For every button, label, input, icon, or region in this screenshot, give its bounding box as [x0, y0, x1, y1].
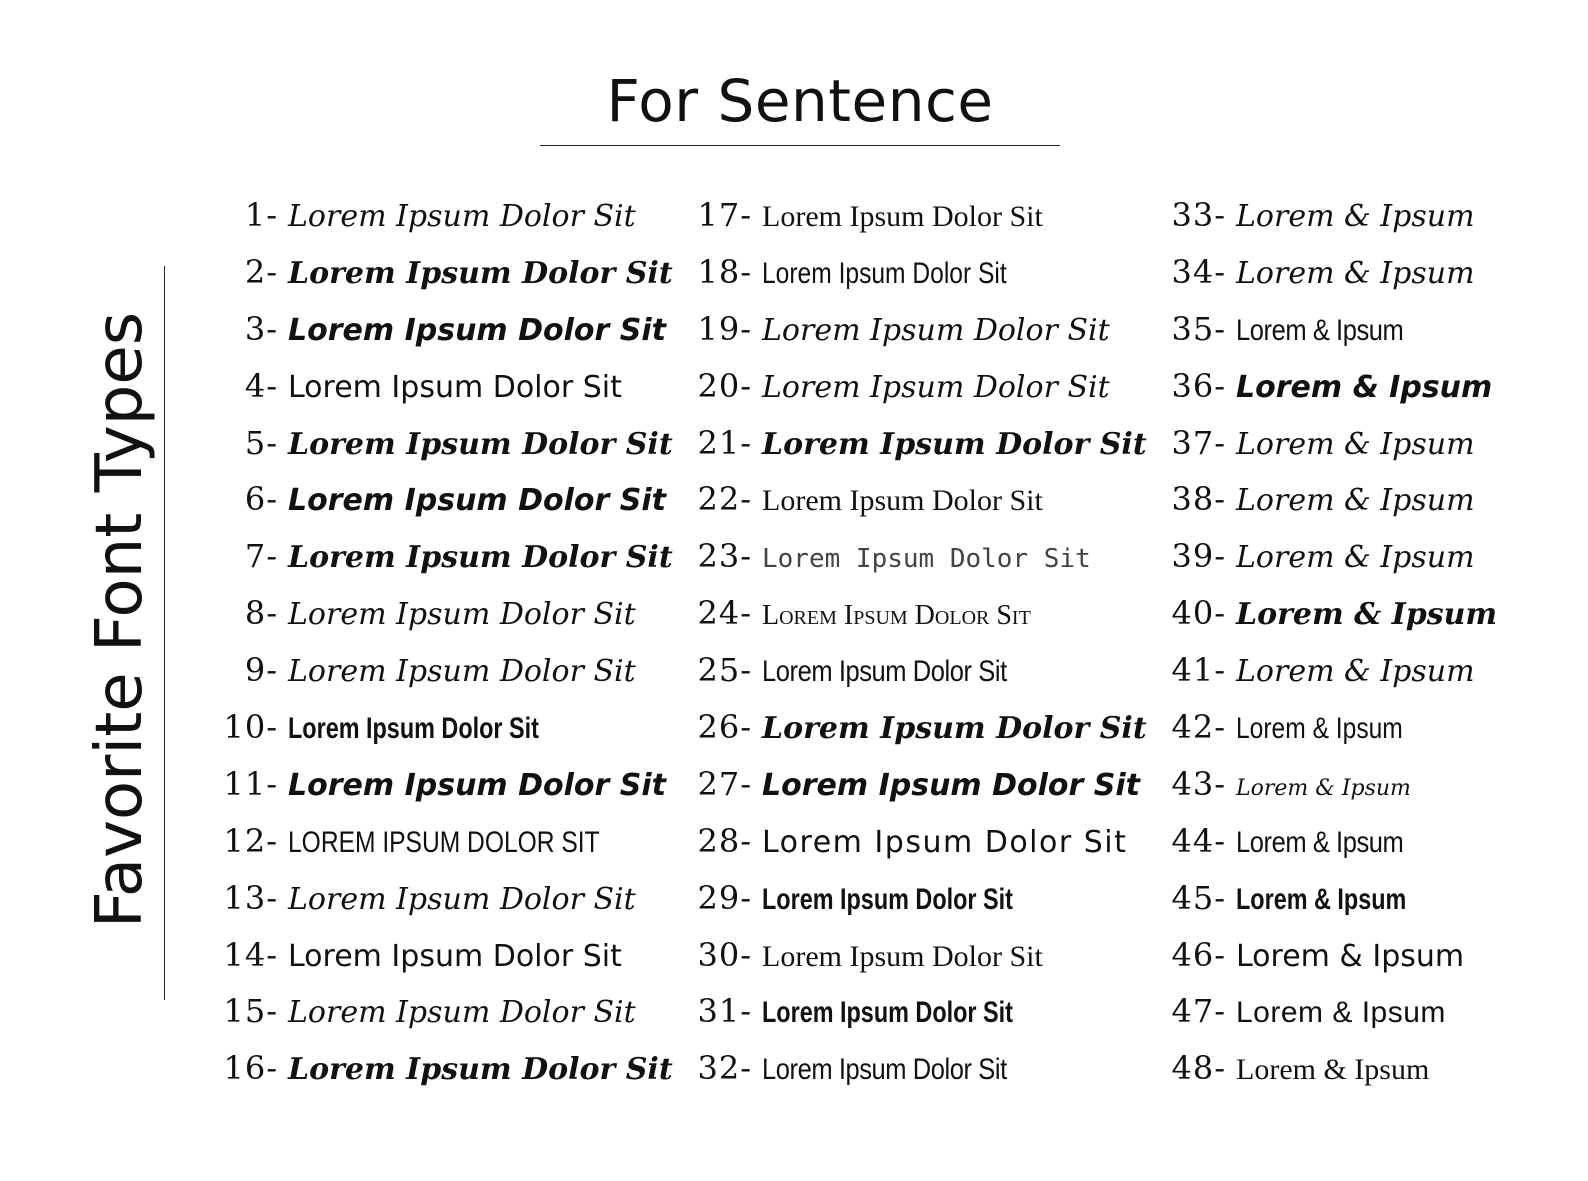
sample-text: Lorem Ipsum Dolor Sit — [762, 996, 1013, 1030]
sample-number: 32- — [697, 1049, 752, 1088]
sample-text: Lorem & Ipsum — [1236, 426, 1475, 462]
sample-text: Lorem & Ipsum — [1236, 996, 1446, 1030]
font-sample-row — [686, 537, 1126, 594]
font-sample-row — [686, 1049, 1126, 1106]
font-sample-row — [212, 252, 673, 310]
sample-number: 18- — [697, 252, 752, 291]
sample-number: 41- — [1171, 651, 1226, 690]
font-column-2 — [686, 196, 1147, 1106]
font-sample-row — [1160, 537, 1560, 594]
sample-text: Lorem & Ipsum — [1236, 825, 1404, 859]
font-sample-row — [686, 253, 1126, 310]
font-sample-row — [212, 764, 667, 822]
font-sample-row — [1160, 765, 1560, 822]
font-sample-row — [212, 594, 652, 651]
font-sample-row — [686, 367, 1126, 424]
font-sample-row — [1160, 196, 1560, 253]
sample-number: 35- — [1171, 309, 1226, 348]
sample-number: 48- — [1171, 1049, 1226, 1088]
sample-number: 15- — [223, 992, 278, 1031]
sample-text: Lorem Ipsum Dolor Sit — [288, 995, 636, 1031]
sample-text: Lorem & Ipsum — [1236, 199, 1475, 234]
sample-text: Lorem Ipsum Dolor Sit — [762, 544, 1091, 575]
font-sample-row — [1160, 992, 1560, 1049]
sample-number: 30- — [697, 935, 752, 974]
sample-number: 39- — [1171, 537, 1226, 576]
sample-number: 33- — [1171, 196, 1226, 234]
font-sample-row — [212, 196, 652, 253]
sample-text: Lorem Ipsum Dolor Sit — [762, 882, 1013, 916]
sample-text: Lorem Ipsum Dolor Sit — [762, 767, 1141, 803]
sample-number: 44- — [1171, 821, 1226, 860]
font-sample-row — [686, 879, 1126, 936]
font-sample-row — [212, 822, 652, 879]
sample-number: 22- — [697, 480, 752, 519]
font-sample-row — [1160, 651, 1560, 708]
font-sample-row — [686, 992, 1126, 1049]
font-sample-row — [686, 480, 1126, 537]
sample-text: Lorem Ipsum Dolor Sit — [762, 1053, 1007, 1087]
sample-text: Lorem & Ipsum — [1236, 775, 1411, 801]
sample-number: 45- — [1171, 878, 1226, 917]
sample-text: Lorem Ipsum Dolor Sit — [288, 1052, 673, 1088]
sample-text: Lorem Ipsum Dolor Sit — [762, 484, 1043, 518]
font-sample-row — [212, 708, 652, 765]
font-sample-row — [1160, 310, 1560, 367]
sample-text: Lorem & Ipsum — [1236, 255, 1475, 291]
sample-number: 6- — [244, 480, 278, 519]
sample-text: Lorem & Ipsum — [1236, 597, 1498, 633]
font-sample-row — [212, 992, 652, 1049]
font-sample-row — [686, 764, 1141, 822]
sample-number: 21- — [697, 423, 752, 462]
sample-number: 43- — [1171, 764, 1226, 803]
sample-number: 36- — [1171, 366, 1226, 405]
sample-number: 11- — [223, 764, 278, 803]
font-sample-row — [686, 936, 1126, 993]
sample-text: Lorem Ipsum Dolor Sit — [762, 600, 1031, 632]
font-sample-row — [686, 651, 1126, 708]
font-sample-row — [686, 196, 1126, 253]
sample-number: 2- — [244, 252, 278, 291]
sample-number: 42- — [1171, 708, 1226, 747]
font-sample-row — [212, 367, 652, 424]
sample-number: 31- — [697, 992, 752, 1031]
font-sample-row — [686, 708, 1147, 765]
sample-text: Lorem Ipsum Dolor Sit — [288, 199, 636, 234]
sample-text: Lorem Ipsum Dolor Sit — [288, 369, 622, 405]
sample-text: Lorem Ipsum Dolor Sit — [762, 369, 1110, 405]
font-sample-row — [1160, 879, 1560, 936]
sample-number: 1- — [244, 196, 278, 234]
sample-number: 46- — [1171, 935, 1226, 974]
sample-number: 16- — [223, 1049, 278, 1088]
sample-text: LOREM IPSUM DOLOR SIT — [288, 825, 600, 859]
sample-number: 4- — [244, 366, 278, 405]
font-sample-row — [212, 936, 652, 993]
font-sample-row — [212, 423, 673, 481]
font-sample-row — [212, 1049, 673, 1106]
sample-text: Lorem & Ipsum — [1236, 369, 1493, 405]
font-sample-row — [212, 480, 667, 537]
font-sample-row — [1160, 424, 1560, 481]
sample-number: 10- — [223, 708, 278, 747]
sample-text: Lorem & Ipsum — [1236, 654, 1475, 690]
font-sample-row — [686, 310, 1126, 367]
font-sample-row — [1160, 367, 1560, 424]
sample-number: 3- — [244, 309, 278, 348]
sample-text: Lorem Ipsum Dolor Sit — [288, 654, 636, 690]
font-sample-row — [686, 594, 1126, 651]
sample-text: Lorem Ipsum Dolor Sit — [762, 312, 1110, 348]
side-divider — [164, 266, 165, 1000]
sample-number: 5- — [244, 423, 278, 462]
sample-number: 9- — [244, 651, 278, 690]
sample-number: 27- — [697, 764, 752, 803]
page-title: For Sentence — [606, 67, 994, 135]
font-column-1 — [212, 196, 673, 1106]
sample-number: 40- — [1171, 594, 1226, 633]
font-sample-row — [1160, 594, 1560, 651]
side-title: Favorite Font Types — [83, 311, 157, 929]
sample-text: Lorem Ipsum Dolor Sit — [288, 483, 667, 519]
font-column-3 — [1160, 196, 1560, 1106]
sample-text: Lorem & Ipsum — [1236, 540, 1475, 576]
sample-number: 25- — [697, 651, 752, 690]
font-sample-row — [212, 651, 652, 708]
sample-text: Lorem Ipsum Dolor Sit — [288, 881, 636, 917]
sample-number: 47- — [1171, 992, 1226, 1031]
sample-number: 34- — [1171, 252, 1226, 291]
sample-text: Lorem & Ipsum — [1236, 712, 1403, 746]
font-sample-row — [1160, 936, 1560, 993]
sample-number: 13- — [223, 878, 278, 917]
sample-text: Lorem Ipsum Dolor Sit — [762, 426, 1147, 462]
font-sample-row — [686, 423, 1147, 481]
sample-text: Lorem Ipsum Dolor Sit — [288, 255, 673, 291]
sample-text: Lorem Ipsum Dolor Sit — [762, 939, 1043, 973]
sample-text: Lorem & Ipsum — [1236, 1053, 1430, 1087]
title-underline — [540, 145, 1060, 146]
sample-number: 20- — [697, 366, 752, 405]
font-sample-row — [1160, 253, 1560, 310]
sample-text: Lorem & Ipsum — [1236, 313, 1404, 347]
font-sample-row — [212, 879, 652, 936]
sample-text: Lorem Ipsum Dolor Sit — [288, 540, 673, 576]
sample-number: 38- — [1171, 480, 1226, 519]
sample-number: 7- — [244, 537, 278, 576]
font-sample-row — [1160, 1049, 1560, 1106]
sample-text: Lorem & Ipsum — [1236, 882, 1407, 916]
sample-number: 17- — [697, 196, 752, 234]
sample-number: 24- — [697, 594, 752, 633]
sample-text: Lorem & Ipsum — [1236, 938, 1465, 974]
sample-text: Lorem Ipsum Dolor Sit — [288, 597, 636, 633]
sample-number: 19- — [697, 309, 752, 348]
font-sample-row — [212, 537, 673, 594]
sample-text: Lorem Ipsum Dolor Sit — [288, 312, 667, 348]
sample-text: Lorem & Ipsum — [1236, 483, 1475, 519]
sample-number: 8- — [244, 594, 278, 633]
sample-number: 12- — [223, 821, 278, 860]
sample-text: Lorem Ipsum Dolor Sit — [762, 824, 1128, 860]
sample-text: Lorem Ipsum Dolor Sit — [762, 655, 1007, 689]
sample-text: Lorem Ipsum Dolor Sit — [288, 426, 673, 462]
sample-text: Lorem Ipsum Dolor Sit — [288, 712, 539, 746]
font-sample-row — [1160, 708, 1560, 765]
sample-number: 28- — [697, 821, 752, 860]
sample-number: 26- — [697, 708, 752, 747]
sample-text: Lorem Ipsum Dolor Sit — [762, 200, 1043, 233]
sample-text: Lorem Ipsum Dolor Sit — [288, 938, 622, 974]
sample-number: 14- — [223, 935, 278, 974]
sample-text: Lorem Ipsum Dolor Sit — [762, 256, 1007, 290]
font-sample-row — [212, 309, 667, 367]
font-sample-row — [1160, 480, 1560, 537]
font-sample-row — [1160, 822, 1560, 879]
sample-text: Lorem Ipsum Dolor Sit — [288, 767, 667, 803]
sample-number: 23- — [697, 537, 752, 576]
sample-number: 37- — [1171, 423, 1226, 462]
sample-text: Lorem Ipsum Dolor Sit — [762, 711, 1147, 747]
sample-number: 29- — [697, 878, 752, 917]
font-sample-row — [686, 822, 1126, 879]
